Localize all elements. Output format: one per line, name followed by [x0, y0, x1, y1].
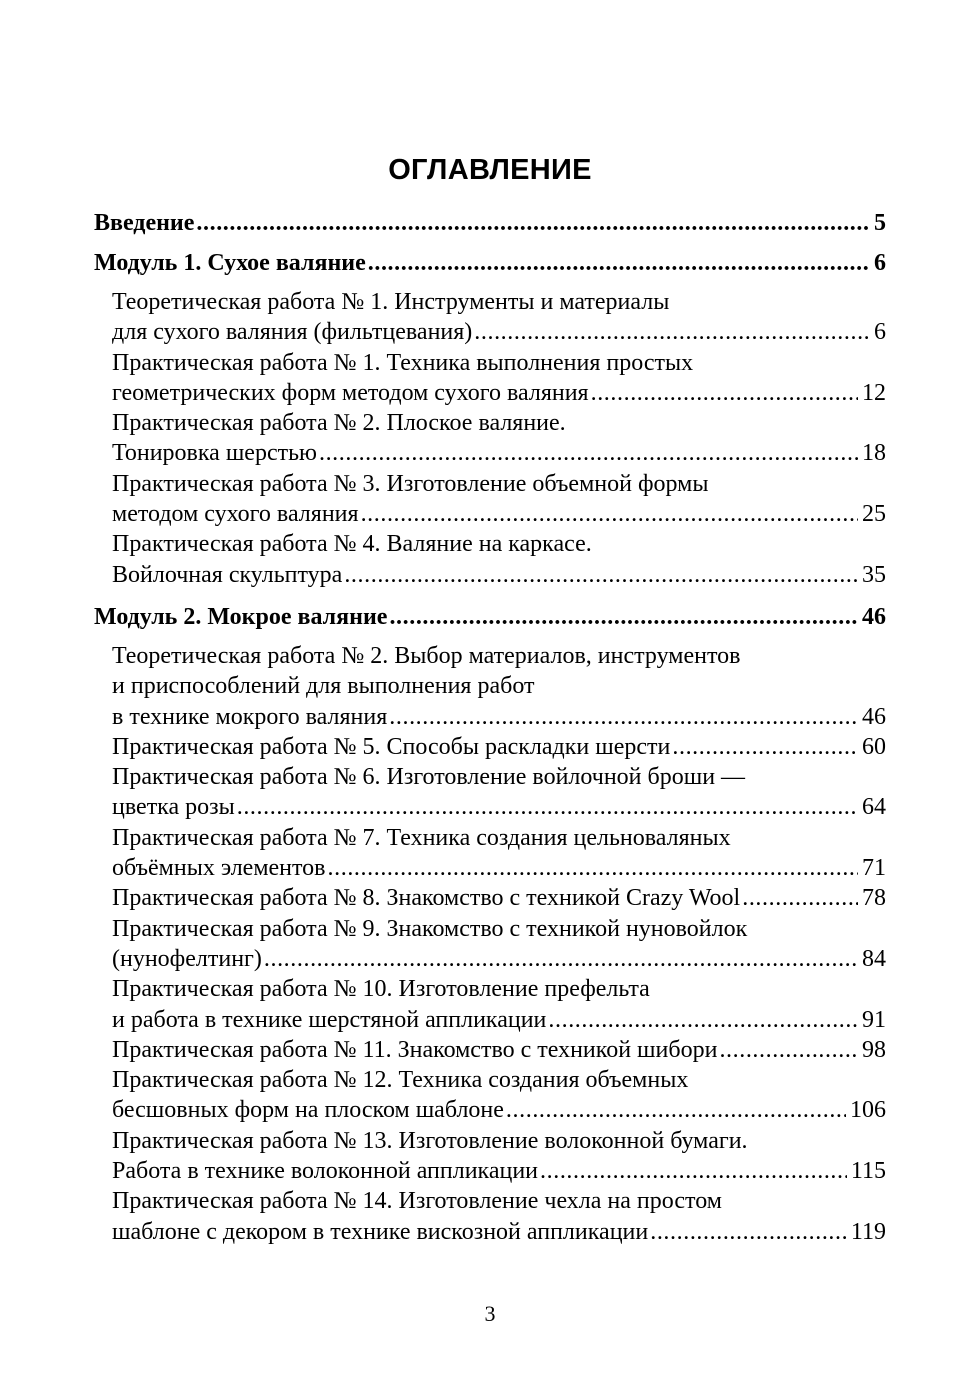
dot-leader: [319, 438, 858, 468]
toc-entry-text: и приспособлений для выполнения работ: [112, 673, 535, 700]
table-of-contents: [94, 205, 886, 1247]
dot-leader: [742, 883, 858, 913]
toc-leader-line: [112, 883, 886, 913]
dot-leader: [264, 944, 858, 974]
toc-page-number: 91: [862, 1006, 886, 1033]
dot-leader: [344, 560, 858, 590]
toc-entry-text: Практическая работа № 7. Техника создания цельноваляных: [112, 824, 731, 851]
toc-work-entry: [94, 974, 886, 1035]
toc-page-number: 18: [862, 440, 886, 467]
toc-work-entry: [94, 1126, 886, 1187]
toc-entry-text: (нунофелтинг): [112, 945, 262, 972]
dot-leader: [719, 1035, 858, 1065]
toc-entry-text: Практическая работа № 11. Знакомство с техникой шибори: [112, 1036, 718, 1063]
dot-leader: [361, 499, 858, 529]
toc-leader-line: [112, 1217, 886, 1247]
toc-leader-line: [112, 1035, 886, 1065]
toc-module-entry: [94, 599, 886, 635]
toc-entry-text: бесшовных форм на плоском шаблоне: [112, 1097, 504, 1124]
dot-leader: [548, 1005, 858, 1035]
toc-page-number: 6: [874, 250, 886, 276]
toc-page-number: 46: [862, 603, 886, 630]
toc-entry-text: Войлочная скульптура: [112, 561, 343, 588]
dot-leader: [196, 205, 870, 241]
dot-leader: [389, 702, 858, 732]
toc-entry-text: цветка розы: [112, 794, 235, 821]
toc-leader-line: [112, 499, 886, 529]
toc-leader-line: [112, 792, 886, 822]
toc-work-entry: [94, 762, 886, 823]
toc-entry-text: шаблоне с декором в технике вискозной аппликации: [112, 1218, 649, 1245]
toc-work-entry: [94, 1035, 886, 1065]
toc-page-number: 5: [874, 210, 886, 236]
toc-entry-text: Практическая работа № 3. Изготовление объемной формы: [112, 470, 709, 497]
toc-leader-line: [94, 205, 886, 241]
toc-work-entry: [94, 1186, 886, 1247]
toc-entry-text: и работа в технике шерстяной аппликации: [112, 1006, 547, 1033]
toc-leader-line: [94, 245, 886, 281]
toc-page-number: 115: [850, 1158, 886, 1185]
dot-leader: [672, 732, 858, 762]
dot-leader: [591, 378, 858, 408]
toc-page-number: 84: [862, 945, 886, 972]
toc-entry-text: Практическая работа № 5. Способы раскладки шерсти: [112, 733, 671, 760]
toc-entry-text: Практическая работа № 6. Изготовление войлочной броши —: [112, 764, 746, 791]
toc-entry-text: Модуль 1. Сухое валяние: [94, 250, 366, 276]
dot-leader: [474, 317, 870, 347]
toc-work-entry: [94, 348, 886, 409]
toc-entry-text: Тонировка шерстью: [112, 440, 317, 467]
toc-entry-text: Практическая работа № 9. Знакомство с техникой нуновойлок: [112, 915, 748, 942]
toc-entry-text: методом сухого валяния: [112, 501, 359, 528]
toc-entry-text: Теоретическая работа № 2. Выбор материалов, инструментов: [112, 642, 741, 669]
toc-page-number: 78: [862, 885, 886, 912]
toc-page-number: 119: [850, 1218, 886, 1245]
toc-work-entry: [94, 1065, 886, 1126]
toc-leader-line: [112, 944, 886, 974]
toc-work-entry: [94, 823, 886, 884]
toc-leader-line: [112, 438, 886, 468]
toc-entry-text: Работа в технике волоконной аппликации: [112, 1158, 539, 1185]
toc-entry-text: геометрических форм методом сухого валяния: [112, 379, 589, 406]
toc-entry-text: Практическая работа № 13. Изготовление волоконной бумаги.: [112, 1127, 748, 1154]
toc-entry-text: Практическая работа № 14. Изготовление чехла на простом: [112, 1188, 722, 1215]
toc-leader-line: [112, 1005, 886, 1035]
toc-entry-text: Практическая работа № 8. Знакомство с техникой Crazy Wool: [112, 885, 741, 912]
toc-module-entry: [94, 205, 886, 241]
toc-leader-line: [112, 1156, 886, 1186]
toc-leader-line: [94, 599, 886, 635]
toc-page-number: 46: [862, 703, 886, 730]
toc-page-number: 60: [862, 733, 886, 760]
page-number: 3: [484, 1301, 496, 1326]
toc-page-number: 25: [862, 501, 886, 528]
toc-page-number: 12: [862, 379, 886, 406]
toc-module-entry: [94, 245, 886, 281]
toc-page-number: 6: [874, 319, 886, 346]
toc-entry-text: объёмных элементов: [112, 855, 326, 882]
dot-leader: [506, 1095, 846, 1125]
toc-work-entry: [94, 287, 886, 348]
dot-leader: [237, 792, 858, 822]
toc-leader-line: [112, 378, 886, 408]
dot-leader: [368, 245, 870, 281]
toc-page-number: 35: [862, 561, 886, 588]
toc-entry-text: Модуль 2. Мокрое валяние: [94, 603, 388, 630]
toc-leader-line: [112, 560, 886, 590]
toc-work-entry: [94, 883, 886, 913]
toc-work-entry: [94, 469, 886, 530]
toc-leader-line: [112, 1095, 886, 1125]
page-title: ОГЛАВЛЕНИЕ: [388, 154, 592, 186]
toc-page-number: 106: [850, 1097, 886, 1124]
toc-work-entry: [94, 529, 886, 590]
toc-entry-text: Практическая работа № 2. Плоское валяние.: [112, 410, 566, 437]
toc-page-number: 71: [862, 855, 886, 882]
toc-leader-line: [112, 702, 886, 732]
toc-entry-text: Практическая работа № 1. Техника выполнения простых: [112, 349, 694, 376]
toc-entry-text: в технике мокрого валяния: [112, 703, 388, 730]
toc-page-number: 64: [862, 794, 886, 821]
toc-entry-text: Теоретическая работа № 1. Инструменты и материалы: [112, 289, 670, 315]
toc-entry-text: Практическая работа № 10. Изготовление префельта: [112, 976, 650, 1003]
toc-work-entry: [94, 641, 886, 732]
toc-leader-line: [112, 317, 886, 347]
dot-leader: [540, 1156, 847, 1186]
toc-leader-line: [112, 853, 886, 883]
toc-entry-text: Практическая работа № 12. Техника создания объемных: [112, 1067, 689, 1094]
toc-entry-text: Практическая работа № 4. Валяние на каркасе.: [112, 531, 592, 558]
toc-work-entry: [94, 408, 886, 469]
toc-leader-line: [112, 732, 886, 762]
dot-leader: [328, 853, 858, 883]
toc-work-entry: [94, 732, 886, 762]
dot-leader: [389, 599, 858, 635]
toc-page-number: 98: [862, 1036, 886, 1063]
toc-entry-text: для сухого валяния (фильтцевания): [112, 319, 473, 346]
toc-entry-text: Введение: [94, 210, 195, 236]
dot-leader: [650, 1217, 847, 1247]
toc-work-entry: [94, 914, 886, 975]
